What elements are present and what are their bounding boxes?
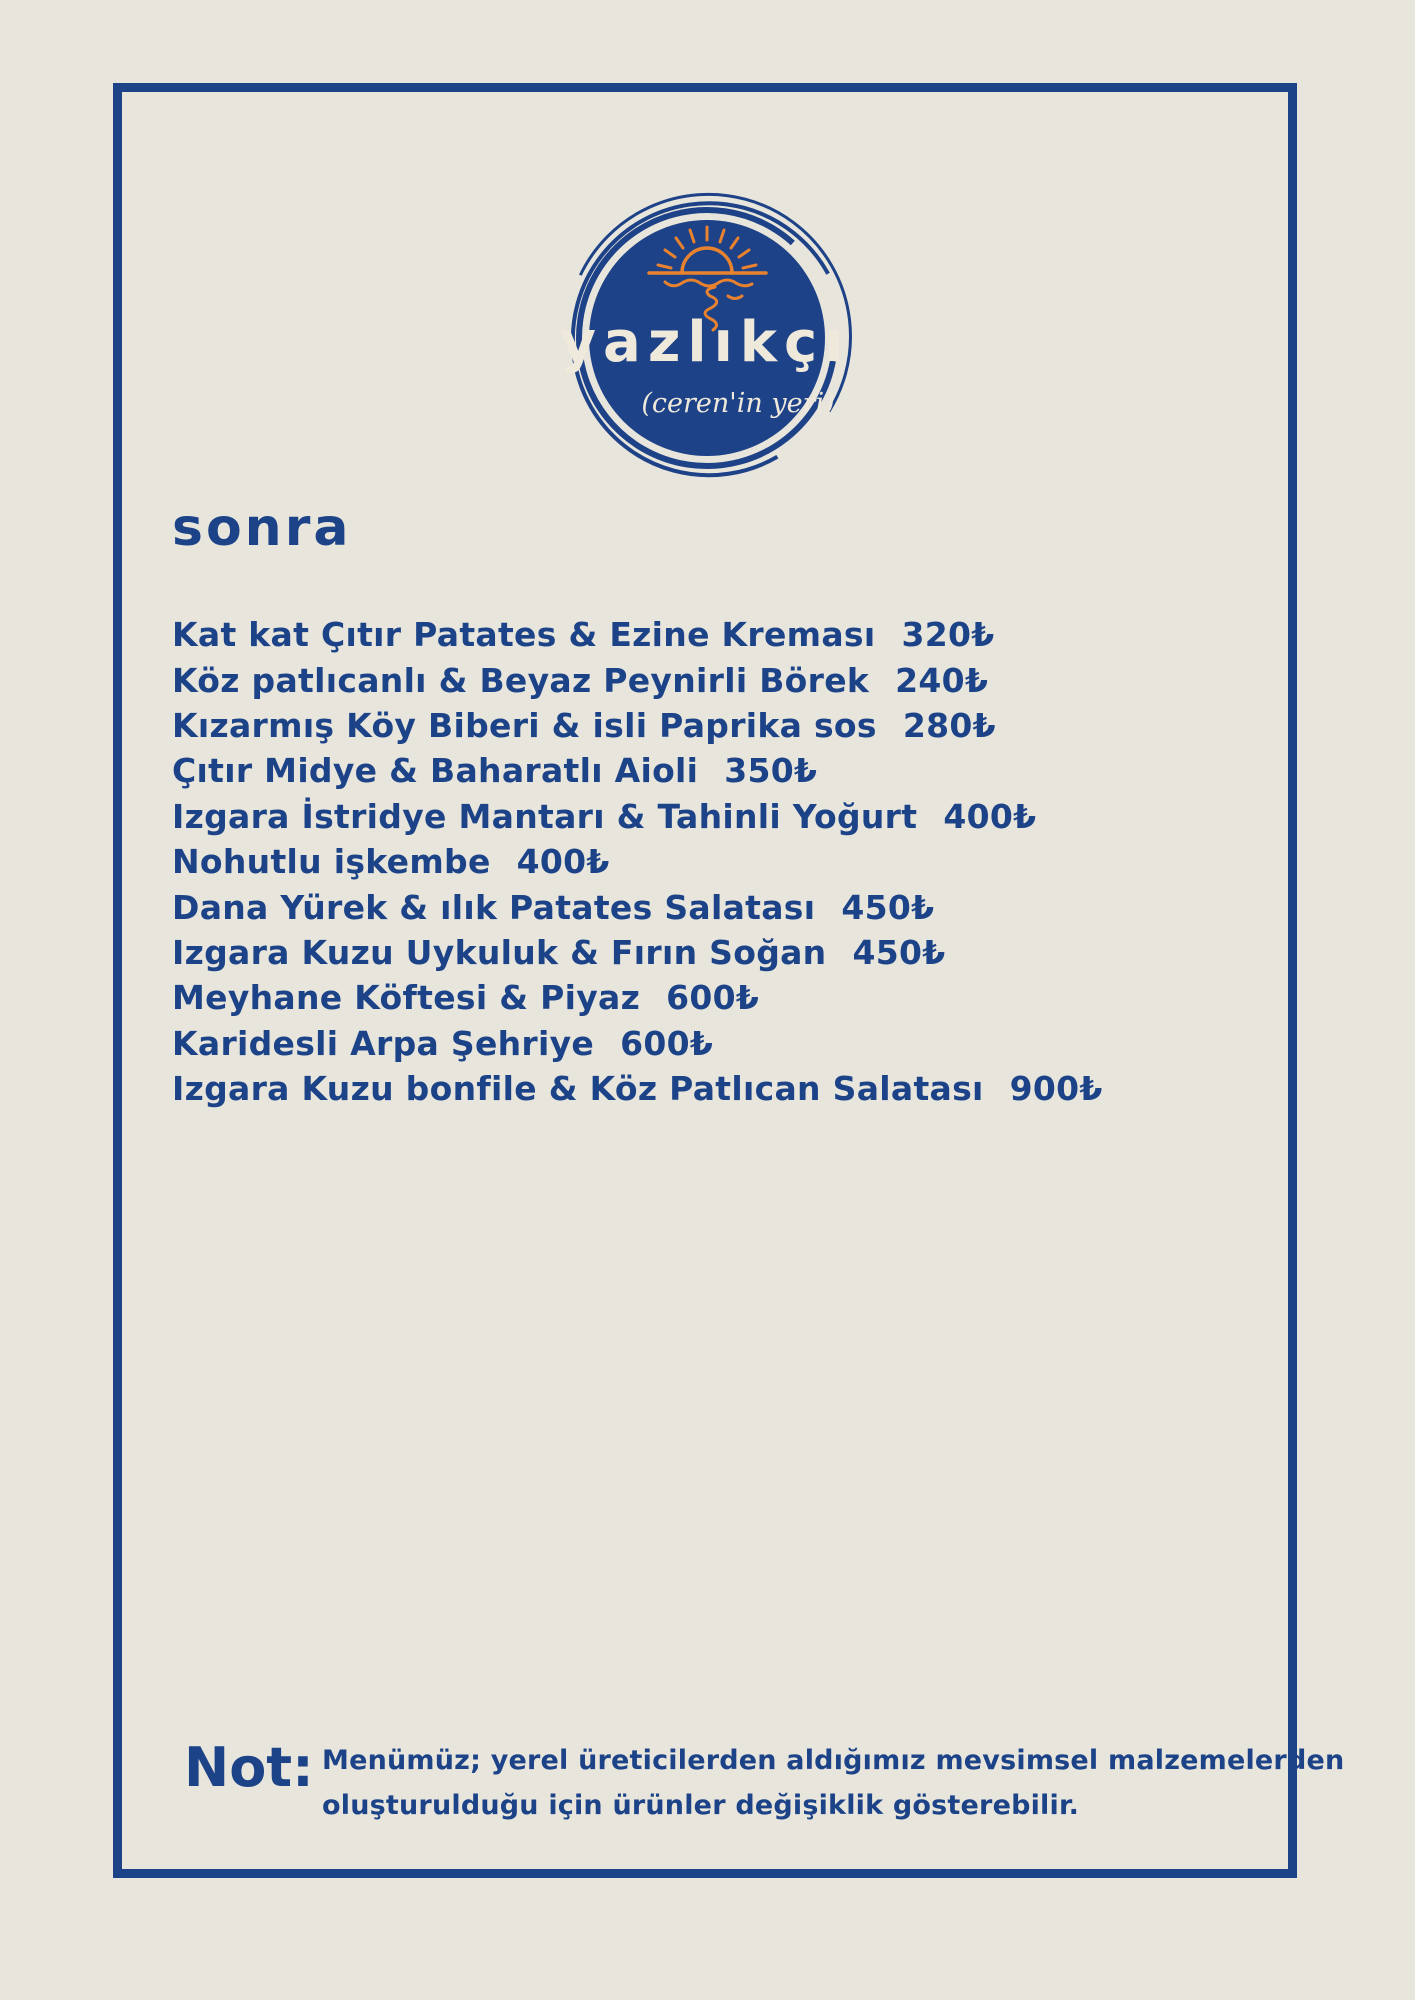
menu-item-price: 900₺	[1009, 1069, 1103, 1109]
menu-item-price: 450₺	[841, 887, 935, 927]
restaurant-logo	[552, 183, 862, 493]
menu-item-name: Meyhane Köftesi & Piyaz	[172, 978, 641, 1018]
menu-item	[172, 839, 1103, 884]
menu-item-name: Çıtır Midye & Baharatlı Aioli	[172, 751, 699, 791]
menu-item-name: Izgara Kuzu bonfile & Köz Patlıcan Salatası	[172, 1069, 984, 1109]
note-text	[322, 1738, 1344, 1828]
menu-item-price: 320₺	[901, 615, 995, 655]
menu-item	[172, 1066, 1103, 1111]
logo-graphic	[552, 183, 862, 493]
logo-subtitle-text: (ceren'in yeri)	[641, 388, 835, 419]
menu-item-name: Kızarmış Köy Biberi & isli Paprika sos	[172, 705, 877, 745]
menu-item-name: Izgara Kuzu Uykuluk & Fırın Soğan	[172, 932, 827, 972]
menu-item-price: 280₺	[902, 705, 996, 745]
menu-item-price: 600₺	[666, 978, 760, 1018]
menu-item	[172, 703, 1103, 748]
menu-item-name: Karidesli Arpa Şehriye	[172, 1023, 595, 1063]
menu-item-name: Dana Yürek & ılık Patates Salatası	[172, 887, 816, 927]
note-line: oluşturulduğu için ürünler değişiklik gösterebilir.	[322, 1790, 1080, 1821]
menu-item-price: 400₺	[516, 842, 610, 882]
menu-item-price: 450₺	[852, 932, 946, 972]
menu-item	[172, 975, 1103, 1020]
menu-item-name: Nohutlu işkembe	[172, 842, 491, 882]
menu-item-name: Izgara İstridye Mantarı & Tahinli Yoğurt	[172, 796, 918, 836]
menu-item-price: 400₺	[943, 796, 1037, 836]
menu-item-price: 350₺	[724, 751, 818, 791]
menu-item	[172, 884, 1103, 929]
menu-item	[172, 748, 1103, 793]
menu-item	[172, 1021, 1103, 1066]
note-label: Not:	[184, 1736, 314, 1799]
menu-item	[172, 657, 1103, 702]
menu-item-price: 600₺	[620, 1023, 714, 1063]
menu-item	[172, 612, 1103, 657]
section-title: sonra	[172, 498, 352, 558]
menu-list	[172, 612, 1103, 1111]
menu-item	[172, 930, 1103, 975]
menu-item-name: Kat kat Çıtır Patates & Ezine Kreması	[172, 615, 876, 655]
menu-item-price: 240₺	[895, 660, 989, 700]
menu-item	[172, 794, 1103, 839]
note-line: Menümüz; yerel üreticilerden aldığımız mevsimsel malzemelerden	[322, 1745, 1345, 1776]
logo-brand-text: yazlıkçı	[559, 310, 851, 375]
menu-item-name: Köz patlıcanlı & Beyaz Peynirli Börek	[172, 660, 870, 700]
